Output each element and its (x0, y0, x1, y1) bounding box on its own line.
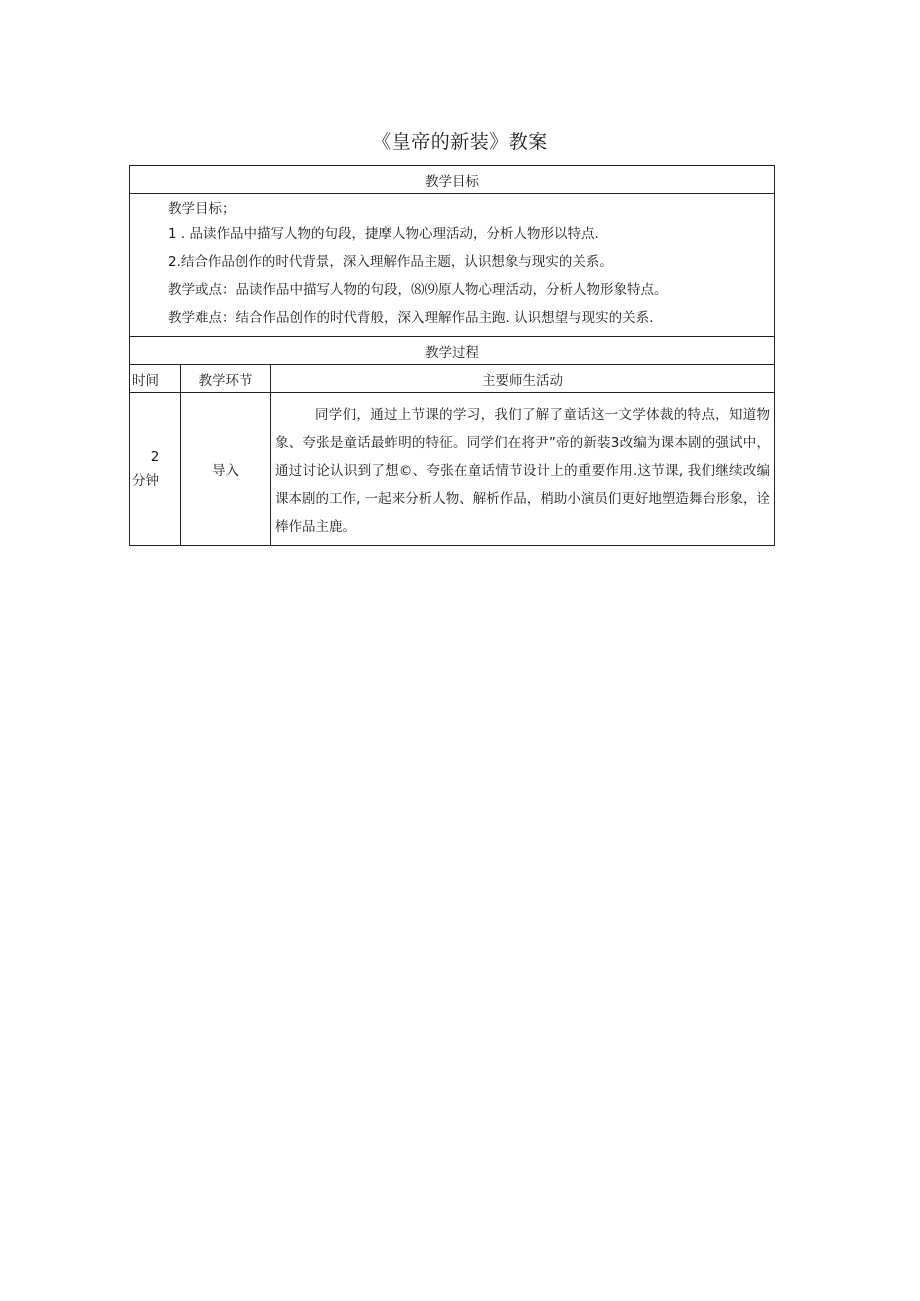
step-cell: 导入 (181, 393, 271, 546)
goal-item-1: 1 . 品读作品中描写人物的句段，捷摩人物心理活动，分析人物形以特点. (168, 226, 599, 242)
goals-content (130, 194, 775, 337)
lesson-plan-table (129, 165, 775, 546)
activity-cell: 同学们，通过上节课的学习，我们了解了童话这一文学体裁的特点，知道物象、夸张是童话最蚱明的特征。同学们在将尹”帝的新装3改编为课本剧的强试中，通过讨论认识到了想©、夸张在童话情节设计上的重要作用.这节课, 我们继续改编课本剧的工作, 一起来分析人物、解析作品，梢助小演员们更好地塑造舞台形象，诠棒作品主鹿。 (271, 393, 775, 546)
goal-item-2: 2.结合作品创作的时代背景，深入理解作品主题，认识想象与现实的关系。 (168, 254, 613, 270)
time-value: 2 (150, 449, 160, 465)
key-point: 教学或点：品读作品中描写人物的句段，⑻⑼原人物心理活动，分析人物形象特点。 (168, 282, 668, 298)
column-header-activity: 主要师生活动 (271, 365, 775, 393)
goals-section-header: 教学目标 (130, 166, 775, 194)
difficult-point: 教学难点：结合作品创作的时代背般，深入理解作品主跑. 认识想望与现实的关系. (168, 310, 654, 326)
document-title: 《皇帝的新装》教案 (372, 131, 548, 153)
time-unit: 分钟 (132, 473, 159, 489)
column-header-step: 教学环节 (181, 365, 271, 393)
table-row (130, 393, 775, 546)
time-cell (130, 393, 181, 546)
goals-intro: 教学目标； (168, 201, 236, 217)
column-header-time: 时间 (130, 365, 181, 393)
process-section-header: 教学过程 (130, 337, 775, 365)
